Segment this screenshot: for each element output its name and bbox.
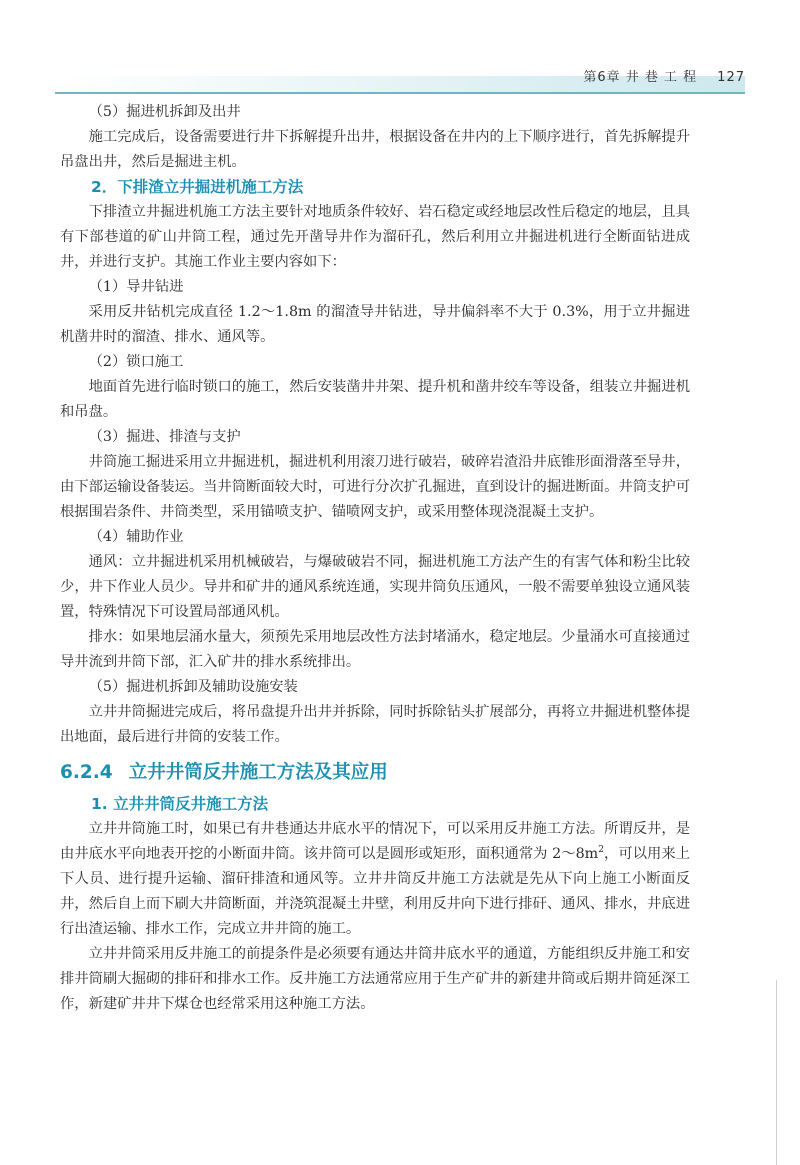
subsection-heading: 2．下排渣立井掘进机施工方法 bbox=[91, 178, 304, 196]
chapter-title: 第6章 井 巷 工 程 bbox=[583, 70, 698, 85]
paragraph: 采用反井钻机完成直径 1.2～1.8m 的溜渣导井钻进，导井偏斜率不大于 0.3%，用于立井掘进机凿井时的溜渣、排水、通风等。 bbox=[60, 304, 690, 345]
paragraph-drainage: 排水：如果地层涌水量大，须预先采用地层改性方法封堵涌水，稳定地层。少量涌水可直接通过导井流到井筒下部，汇入矿井的排水系统排出。 bbox=[60, 629, 690, 670]
item-heading: （5）掘进机拆卸及辅助设施安装 bbox=[88, 679, 298, 695]
page-body bbox=[60, 100, 690, 1017]
running-header bbox=[55, 58, 745, 94]
page-number: 127 bbox=[717, 70, 745, 85]
section-title: 立井井筒反井施工方法及其应用 bbox=[128, 762, 388, 783]
paragraph-part: 立井井筒施工时，如果已有井巷通达井底水平的情况下，可以采用反井施工方法。所谓反井，是由井底水平向地表开挖的小断面井筒。该井筒可以是圆形或矩形，面积通常为 2～8m bbox=[60, 821, 690, 862]
paragraph: 施工完成后，设备需要进行井下拆解提升出井，根据设备在井内的上下顺序进行，首先拆解提升吊盘出井，然后是掘进主机。 bbox=[60, 129, 690, 170]
page-edge-line bbox=[776, 980, 777, 1165]
header-text bbox=[583, 66, 745, 85]
section-heading bbox=[60, 760, 690, 786]
paragraph: 地面首先进行临时锁口的施工，然后安装凿井井架、提升机和凿井绞车等设备，组装立井掘进机和吊盘。 bbox=[60, 379, 690, 420]
section-number: 6.2.4 bbox=[60, 762, 113, 783]
item-heading: （4）辅助作业 bbox=[88, 529, 184, 545]
item-heading: （2）锁口施工 bbox=[88, 354, 184, 370]
superscript: 2 bbox=[598, 845, 604, 856]
paragraph bbox=[60, 817, 690, 942]
paragraph: 井筒施工掘进采用立井掘进机，掘进机利用滚刀进行破岩，破碎岩渣沿井底锥形面滑落至导井，由下部运输设备装运。当井筒断面较大时，可进行分次扩孔掘进，直到设计的掘进断面。井筒支护可根据围岩条件、井筒类型，采用锚喷支护、锚喷网支护，或采用整体现浇混凝土支护。 bbox=[60, 454, 690, 520]
item-heading: （5）掘进机拆卸及出井 bbox=[88, 104, 241, 120]
item-heading: （3）掘进、排渣与支护 bbox=[88, 429, 241, 445]
item-heading: （1）导井钻进 bbox=[88, 279, 184, 295]
paragraph: 立井井筒采用反井施工的前提条件是必须要有通达井筒井底水平的通道，方能组织反井施工和安排井筒刷大掘砌的排矸和排水工作。反井施工方法通常应用于生产矿井的新建井筒或后期井筒延深工作，新建矿井井下煤仓也经常采用这种施工方法。 bbox=[60, 946, 690, 1012]
paragraph-part: ，可以用来上下人员、进行提升运输、溜矸排渣和通风等。立井井筒反井施工方法就是先从下向上施工小断面反井，然后自上而下刷大井筒断面，并浇筑混凝土井壁，利用反井向下进行排矸、通风、排水，井底进行出渣运输、排水工作，完成立井井筒的施工。 bbox=[60, 846, 691, 937]
paragraph: 立井井筒掘进完成后，将吊盘提升出井并拆除，同时拆除钻头扩展部分，再将立井掘进机整体提出地面，最后进行井筒的安装工作。 bbox=[60, 704, 690, 745]
subsection-heading: 1. 立井井筒反井施工方法 bbox=[91, 795, 269, 813]
paragraph: 下排渣立井掘进机施工方法主要针对地质条件较好、岩石稳定或经地层改性后稳定的地层，且具有下部巷道的矿山井筒工程，通过先开凿导井作为溜矸孔，然后利用立井掘进机进行全断面钻进成井，并进行支护。其施工作业主要内容如下： bbox=[60, 204, 690, 270]
paragraph-ventilation: 通风：立井掘进机采用机械破岩，与爆破破岩不同，掘进机施工方法产生的有害气体和粉尘比较少，井下作业人员少。导井和矿井的通风系统连通，实现井筒负压通风，一般不需要单独设立通风装置，特殊情况下可设置局部通风机。 bbox=[60, 554, 690, 620]
